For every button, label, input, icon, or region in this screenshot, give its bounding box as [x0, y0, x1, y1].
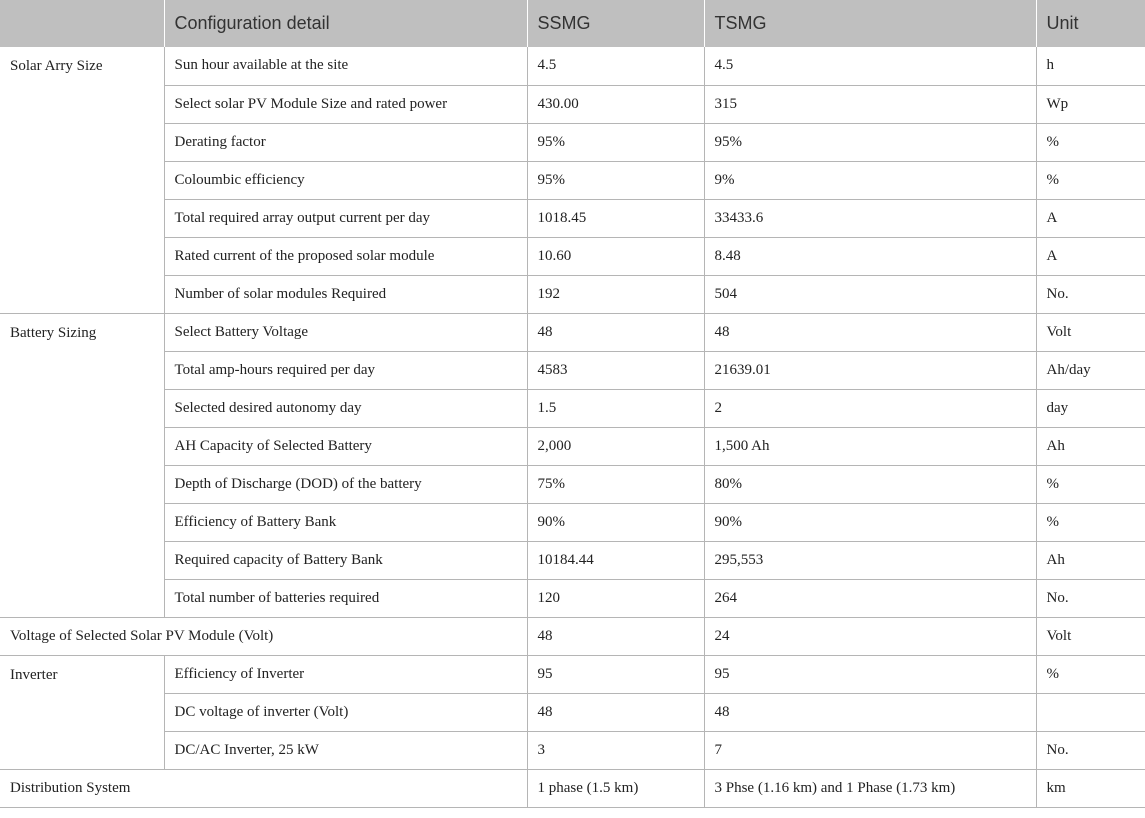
cell-tsmg: 90% — [704, 503, 1036, 541]
cell-ssmg: 3 — [527, 731, 704, 769]
cell-ssmg: 4583 — [527, 351, 704, 389]
cell-ssmg: 75% — [527, 465, 704, 503]
cell-unit: Ah — [1036, 541, 1145, 579]
cell-unit: day — [1036, 389, 1145, 427]
group-inverter: Inverter — [0, 655, 164, 769]
cell-unit: % — [1036, 465, 1145, 503]
group-solar-array-size: Solar Arry Size — [0, 47, 164, 313]
cell-detail: Total amp-hours required per day — [164, 351, 527, 389]
cell-detail: Selected desired autonomy day — [164, 389, 527, 427]
cell-detail: Rated current of the proposed solar module — [164, 237, 527, 275]
cell-ssmg: 1 phase (1.5 km) — [527, 769, 704, 807]
cell-ssmg: 48 — [527, 617, 704, 655]
cell-tsmg: 48 — [704, 693, 1036, 731]
cell-ssmg: 4.5 — [527, 47, 704, 85]
cell-tsmg: 95% — [704, 123, 1036, 161]
cell-unit: No. — [1036, 579, 1145, 617]
cell-unit: % — [1036, 161, 1145, 199]
cell-detail: AH Capacity of Selected Battery — [164, 427, 527, 465]
cell-ssmg: 1018.45 — [527, 199, 704, 237]
cell-tsmg: 3 Phse (1.16 km) and 1 Phase (1.73 km) — [704, 769, 1036, 807]
cell-unit: h — [1036, 47, 1145, 85]
table-header — [0, 0, 1145, 47]
cell-tsmg: 24 — [704, 617, 1036, 655]
cell-ssmg: 430.00 — [527, 85, 704, 123]
cell-unit: km — [1036, 769, 1145, 807]
cell-ssmg: 2,000 — [527, 427, 704, 465]
cell-ssmg: 48 — [527, 313, 704, 351]
cell-tsmg: 7 — [704, 731, 1036, 769]
table-row — [0, 693, 1145, 731]
table-row — [0, 199, 1145, 237]
cell-ssmg: 10.60 — [527, 237, 704, 275]
cell-ssmg: 120 — [527, 579, 704, 617]
cell-unit — [1036, 693, 1145, 731]
cell-unit: A — [1036, 199, 1145, 237]
cell-ssmg: 95% — [527, 123, 704, 161]
cell-detail: Number of solar modules Required — [164, 275, 527, 313]
cell-detail: Required capacity of Battery Bank — [164, 541, 527, 579]
cell-ssmg: 90% — [527, 503, 704, 541]
cell-detail: Derating factor — [164, 123, 527, 161]
cell-unit: Volt — [1036, 617, 1145, 655]
header-configuration-detail: Configuration detail — [164, 0, 527, 47]
group-battery-sizing: Battery Sizing — [0, 313, 164, 617]
table-row — [0, 237, 1145, 275]
table-row — [0, 503, 1145, 541]
cell-unit: % — [1036, 655, 1145, 693]
cell-tsmg: 80% — [704, 465, 1036, 503]
cell-detail: Efficiency of Battery Bank — [164, 503, 527, 541]
header-unit: Unit — [1036, 0, 1145, 47]
cell-tsmg: 1,500 Ah — [704, 427, 1036, 465]
table-row — [0, 389, 1145, 427]
cell-detail: DC/AC Inverter, 25 kW — [164, 731, 527, 769]
cell-unit: No. — [1036, 275, 1145, 313]
cell-tsmg: 315 — [704, 85, 1036, 123]
header-row — [0, 0, 1145, 47]
table-row — [0, 161, 1145, 199]
table-row — [0, 541, 1145, 579]
cell-tsmg: 9% — [704, 161, 1036, 199]
cell-detail: Coloumbic efficiency — [164, 161, 527, 199]
cell-detail: Sun hour available at the site — [164, 47, 527, 85]
header-group — [0, 0, 164, 47]
cell-detail: Select Battery Voltage — [164, 313, 527, 351]
cell-unit: % — [1036, 503, 1145, 541]
table-row — [0, 275, 1145, 313]
table-row — [0, 617, 1145, 655]
cell-tsmg: 295,553 — [704, 541, 1036, 579]
cell-tsmg: 48 — [704, 313, 1036, 351]
cell-detail: Depth of Discharge (DOD) of the battery — [164, 465, 527, 503]
cell-ssmg: 48 — [527, 693, 704, 731]
cell-ssmg: 95 — [527, 655, 704, 693]
cell-unit: No. — [1036, 731, 1145, 769]
cell-unit: Ah — [1036, 427, 1145, 465]
cell-unit: A — [1036, 237, 1145, 275]
cell-detail: Select solar PV Module Size and rated power — [164, 85, 527, 123]
cell-unit: Volt — [1036, 313, 1145, 351]
cell-tsmg: 8.48 — [704, 237, 1036, 275]
table-row — [0, 579, 1145, 617]
cell-ssmg: 95% — [527, 161, 704, 199]
cell-ssmg: 192 — [527, 275, 704, 313]
cell-detail: Total required array output current per day — [164, 199, 527, 237]
table-row — [0, 465, 1145, 503]
cell-unit: Ah/day — [1036, 351, 1145, 389]
cell-unit: % — [1036, 123, 1145, 161]
table-row — [0, 769, 1145, 807]
cell-tsmg: 504 — [704, 275, 1036, 313]
table-row — [0, 731, 1145, 769]
table-body — [0, 47, 1145, 807]
table-row — [0, 85, 1145, 123]
cell-tsmg: 2 — [704, 389, 1036, 427]
cell-tsmg: 21639.01 — [704, 351, 1036, 389]
cell-detail: DC voltage of inverter (Volt) — [164, 693, 527, 731]
table-row — [0, 313, 1145, 351]
cell-detail: Distribution System — [0, 769, 527, 807]
cell-tsmg: 4.5 — [704, 47, 1036, 85]
cell-unit: Wp — [1036, 85, 1145, 123]
header-tsmg: TSMG — [704, 0, 1036, 47]
table-row — [0, 351, 1145, 389]
cell-ssmg: 10184.44 — [527, 541, 704, 579]
cell-detail: Efficiency of Inverter — [164, 655, 527, 693]
cell-tsmg: 264 — [704, 579, 1036, 617]
cell-ssmg: 1.5 — [527, 389, 704, 427]
table-row — [0, 47, 1145, 85]
cell-tsmg: 95 — [704, 655, 1036, 693]
table-row — [0, 655, 1145, 693]
table-row — [0, 123, 1145, 161]
cell-tsmg: 33433.6 — [704, 199, 1036, 237]
header-ssmg: SSMG — [527, 0, 704, 47]
cell-detail: Total number of batteries required — [164, 579, 527, 617]
cell-detail: Voltage of Selected Solar PV Module (Volt) — [0, 617, 527, 655]
table-row — [0, 427, 1145, 465]
